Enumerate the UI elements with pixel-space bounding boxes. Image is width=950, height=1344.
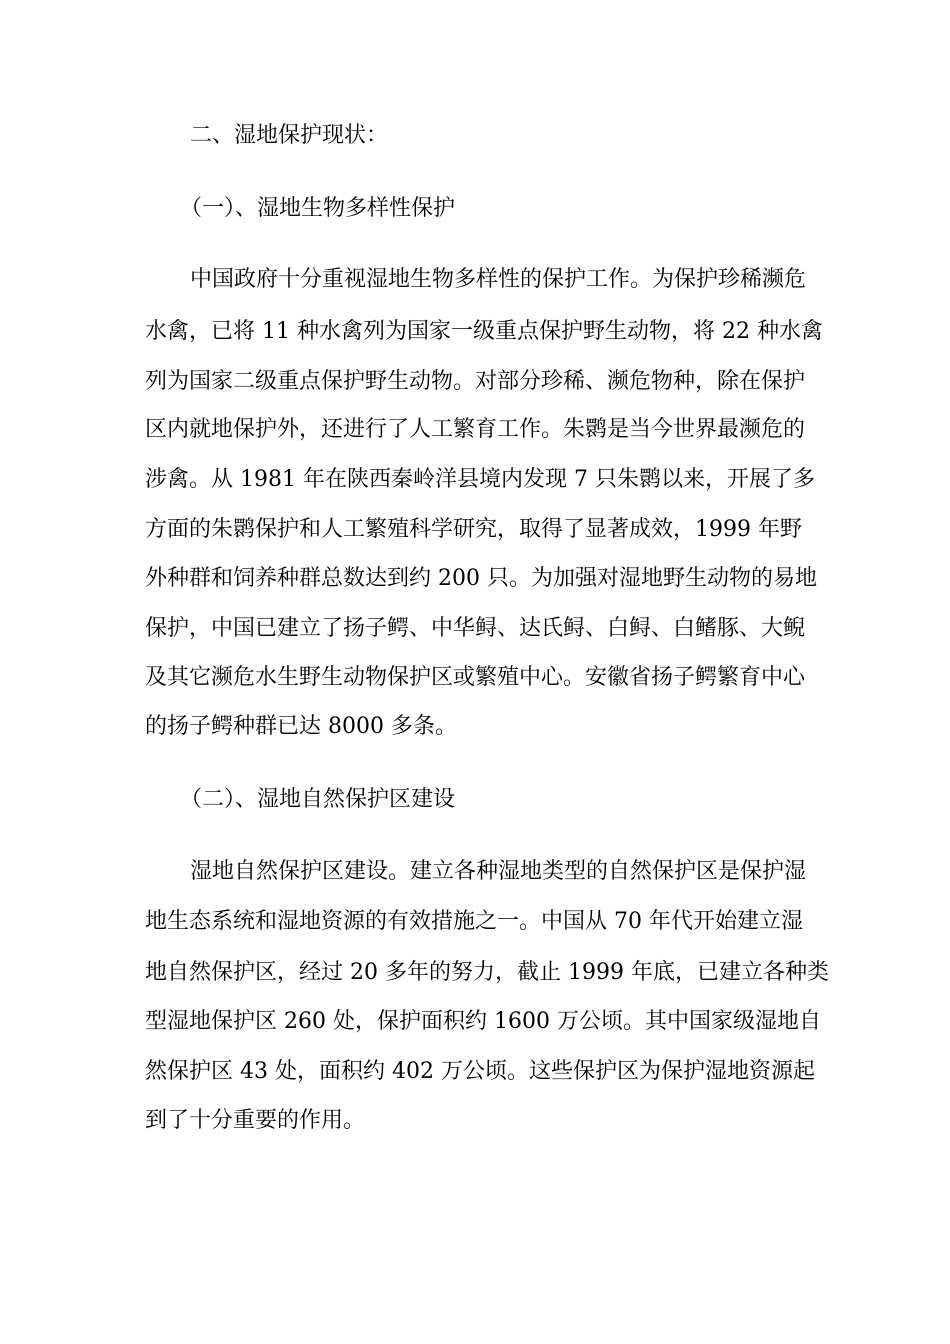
paragraph-1-line: 保护，中国已建立了扬子鳄、中华鲟、达氏鲟、白鲟、白鳍豚、大鲵 — [145, 616, 806, 641]
paragraph-1-line: 中国政府十分重视湿地生物多样性的保护工作。为保护珍稀濒危 — [190, 267, 807, 292]
paragraph-1-line: 的扬子鳄种群已达 8000 多条。 — [145, 714, 457, 739]
paragraph-2-line: 然保护区 43 处，面积约 402 万公顷。这些保护区为保护湿地资源起 — [145, 1059, 815, 1084]
paragraph-2-line: 到了十分重要的作用。 — [145, 1108, 366, 1133]
paragraph-1-line: 及其它濒危水生野生动物保护区或繁殖中心。安徽省扬子鳄繁育中心 — [145, 665, 806, 690]
paragraph-2-line: 型湿地保护区 260 处，保护面积约 1600 万公顷。其中国家级湿地自 — [145, 1009, 821, 1034]
paragraph-1-line: 外种群和饲养种群总数达到约 200 只。为加强对湿地野生动物的易地 — [145, 566, 817, 591]
paragraph-2-line: 湿地自然保护区建设。建立各种湿地类型的自然保护区是保护湿 — [190, 859, 807, 884]
paragraph-1-line: 区内就地保护外，还进行了人工繁育工作。朱鹮是当今世界最濒危的 — [145, 417, 806, 442]
paragraph-1-line: 涉禽。从 1981 年在陕西秦岭洋县境内发现 7 只朱鹮以来，开展了多 — [145, 467, 815, 492]
paragraph-1-line: 水禽，已将 11 种水禽列为国家一级重点保护野生动物，将 22 种水禽 — [145, 319, 823, 344]
paragraph-1-line: 列为国家二级重点保护野生动物。对部分珍稀、濒危物种，除在保护 — [145, 369, 806, 394]
paragraph-1-line: 方面的朱鹮保护和人工繁殖科学研究，取得了显著成效，1999 年野 — [145, 517, 802, 542]
paragraph-2-line: 地自然保护区，经过 20 多年的努力，截止 1999 年底，已建立各种类 — [145, 960, 829, 985]
subsection-1-title: （一）、湿地生物多样性保护 — [180, 196, 456, 221]
section-heading: 二、湿地保护现状： — [190, 123, 389, 148]
paragraph-2-line: 地生态系统和湿地资源的有效措施之一。中国从 70 年代开始建立湿 — [145, 909, 803, 934]
subsection-2-title: （二）、湿地自然保护区建设 — [180, 787, 456, 812]
